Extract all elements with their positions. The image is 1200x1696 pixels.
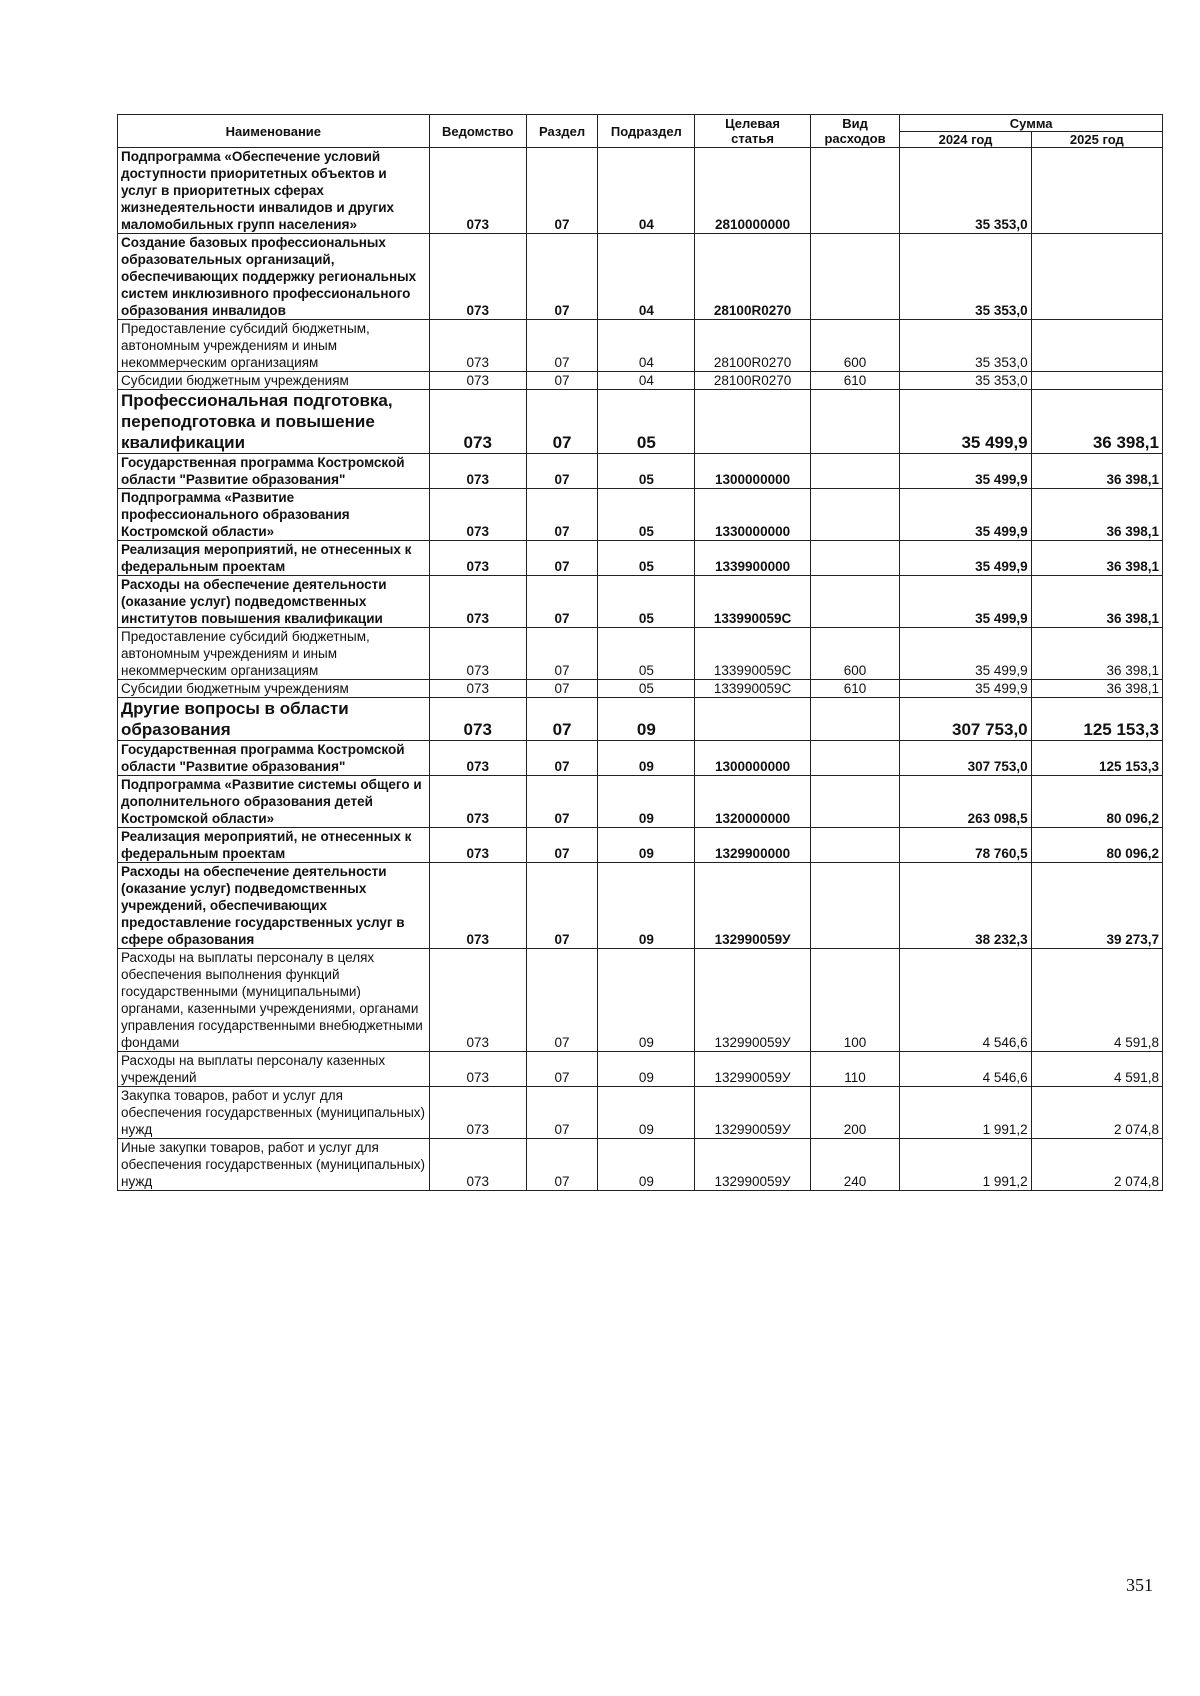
row-subsection-cell: 05 [598, 680, 695, 698]
row-sum-2024-cell: 1 991,2 [900, 1087, 1031, 1139]
table-body [118, 148, 1163, 1191]
row-expense-type-cell: 100 [810, 949, 900, 1052]
row-department-cell: 073 [429, 234, 526, 320]
row-expense-type-cell [810, 541, 900, 576]
row-expense-type-cell [810, 148, 900, 234]
row-subsection-cell: 05 [598, 628, 695, 680]
row-sum-2025-cell: 36 398,1 [1031, 576, 1162, 628]
row-subsection-cell: 09 [598, 741, 695, 776]
row-subsection-cell: 09 [598, 1052, 695, 1087]
row-name-cell: Субсидии бюджетным учреждениям [118, 680, 430, 698]
row-target-cell: 2810000000 [695, 148, 810, 234]
row-subsection-cell: 04 [598, 234, 695, 320]
table-row [118, 741, 1163, 776]
row-expense-type-cell [810, 698, 900, 741]
row-target-cell: 1329900000 [695, 828, 810, 863]
table-header [118, 115, 1163, 148]
row-section-cell: 07 [526, 489, 598, 541]
row-sum-2024-cell: 35 499,9 [900, 576, 1031, 628]
row-target-cell: 1320000000 [695, 776, 810, 828]
row-sum-2025-cell: 125 153,3 [1031, 741, 1162, 776]
header-type-line1: Вид [842, 116, 868, 131]
row-expense-type-cell: 240 [810, 1139, 900, 1191]
row-department-cell: 073 [429, 320, 526, 372]
row-sum-2025-cell: 4 591,8 [1031, 1052, 1162, 1087]
row-expense-type-cell [810, 576, 900, 628]
row-target-cell: 28100R0270 [695, 234, 810, 320]
row-expense-type-cell [810, 489, 900, 541]
row-name-cell: Профессиональная подготовка, переподготовка и повышение квалификации [118, 390, 430, 454]
row-section-cell: 07 [526, 776, 598, 828]
row-sum-2025-cell [1031, 372, 1162, 390]
row-sum-2024-cell: 35 353,0 [900, 148, 1031, 234]
row-section-cell: 07 [526, 828, 598, 863]
table-row [118, 1052, 1163, 1087]
row-name-cell: Подпрограмма «Развитие системы общего и дополнительного образования детей Костромской области» [118, 776, 430, 828]
table-row [118, 680, 1163, 698]
row-subsection-cell: 09 [598, 1139, 695, 1191]
row-subsection-cell: 05 [598, 576, 695, 628]
row-subsection-cell: 09 [598, 863, 695, 949]
row-name-cell: Реализация мероприятий, не отнесенных к федеральным проектам [118, 541, 430, 576]
row-department-cell: 073 [429, 776, 526, 828]
row-target-cell: 132990059У [695, 1052, 810, 1087]
row-expense-type-cell [810, 234, 900, 320]
row-name-cell: Подпрограмма «Развитие профессионального образования Костромской области» [118, 489, 430, 541]
row-target-cell [695, 698, 810, 741]
row-section-cell: 07 [526, 1087, 598, 1139]
row-subsection-cell: 04 [598, 148, 695, 234]
row-sum-2025-cell: 36 398,1 [1031, 390, 1162, 454]
row-section-cell: 07 [526, 680, 598, 698]
row-section-cell: 07 [526, 1139, 598, 1191]
row-name-cell: Государственная программа Костромской области "Развитие образования" [118, 454, 430, 489]
row-section-cell: 07 [526, 541, 598, 576]
row-target-cell: 132990059У [695, 1139, 810, 1191]
row-sum-2025-cell: 4 591,8 [1031, 949, 1162, 1052]
row-target-cell: 132990059У [695, 949, 810, 1052]
row-target-cell: 132990059У [695, 863, 810, 949]
row-name-cell: Расходы на обеспечение деятельности (оказание услуг) подведомственных институтов повышения квалификации [118, 576, 430, 628]
row-section-cell: 07 [526, 320, 598, 372]
row-expense-type-cell [810, 390, 900, 454]
table-row [118, 863, 1163, 949]
table-row [118, 776, 1163, 828]
row-sum-2025-cell [1031, 148, 1162, 234]
row-name-cell: Расходы на выплаты персоналу казенных учреждений [118, 1052, 430, 1087]
row-sum-2025-cell: 80 096,2 [1031, 776, 1162, 828]
table-row [118, 1087, 1163, 1139]
table-row [118, 454, 1163, 489]
row-section-cell: 07 [526, 628, 598, 680]
table-row [118, 828, 1163, 863]
row-subsection-cell: 09 [598, 949, 695, 1052]
row-name-cell: Расходы на выплаты персоналу в целях обеспечения выполнения функций государственными (муниципальными) органами, казенными учреждениями, органами управления государственными внебюджетными фондами [118, 949, 430, 1052]
row-expense-type-cell: 110 [810, 1052, 900, 1087]
row-subsection-cell: 04 [598, 372, 695, 390]
row-expense-type-cell [810, 454, 900, 489]
row-department-cell: 073 [429, 949, 526, 1052]
row-sum-2024-cell: 38 232,3 [900, 863, 1031, 949]
row-department-cell: 073 [429, 489, 526, 541]
row-sum-2024-cell: 35 499,9 [900, 628, 1031, 680]
row-subsection-cell: 09 [598, 828, 695, 863]
row-expense-type-cell: 610 [810, 680, 900, 698]
row-department-cell: 073 [429, 1087, 526, 1139]
table-row [118, 949, 1163, 1052]
row-target-cell: 133990059С [695, 576, 810, 628]
header-subsection: Подраздел [598, 115, 695, 148]
row-name-cell: Другие вопросы в области образования [118, 698, 430, 741]
row-sum-2024-cell: 4 546,6 [900, 949, 1031, 1052]
row-department-cell: 073 [429, 698, 526, 741]
header-target-line2: статья [731, 131, 774, 146]
row-name-cell: Предоставление субсидий бюджетным, автономным учреждениям и иным некоммерческим организациям [118, 628, 430, 680]
row-expense-type-cell [810, 828, 900, 863]
row-expense-type-cell: 600 [810, 320, 900, 372]
row-sum-2025-cell: 80 096,2 [1031, 828, 1162, 863]
row-expense-type-cell [810, 741, 900, 776]
table-row [118, 576, 1163, 628]
row-sum-2024-cell: 263 098,5 [900, 776, 1031, 828]
row-sum-2024-cell: 35 353,0 [900, 372, 1031, 390]
row-subsection-cell: 05 [598, 489, 695, 541]
header-expense-type [810, 115, 900, 148]
table-row [118, 1139, 1163, 1191]
table-row [118, 372, 1163, 390]
row-target-cell: 132990059У [695, 1087, 810, 1139]
row-subsection-cell: 09 [598, 698, 695, 741]
row-target-cell [695, 390, 810, 454]
row-name-cell: Реализация мероприятий, не отнесенных к федеральным проектам [118, 828, 430, 863]
header-name: Наименование [118, 115, 430, 148]
row-name-cell: Субсидии бюджетным учреждениям [118, 372, 430, 390]
row-target-cell: 1300000000 [695, 454, 810, 489]
table-row [118, 698, 1163, 741]
row-sum-2025-cell: 2 074,8 [1031, 1139, 1162, 1191]
row-target-cell: 28100R0270 [695, 320, 810, 372]
row-target-cell: 1300000000 [695, 741, 810, 776]
header-type-line2: расходов [824, 131, 886, 146]
row-department-cell: 073 [429, 741, 526, 776]
row-section-cell: 07 [526, 148, 598, 234]
header-year-2024: 2024 год [900, 132, 1031, 148]
header-year-2025: 2025 год [1031, 132, 1162, 148]
budget-sheet [117, 114, 1163, 1191]
table-row [118, 320, 1163, 372]
table-row [118, 390, 1163, 454]
header-department: Ведомство [429, 115, 526, 148]
row-subsection-cell: 05 [598, 390, 695, 454]
row-department-cell: 073 [429, 148, 526, 234]
row-sum-2025-cell [1031, 320, 1162, 372]
row-section-cell: 07 [526, 372, 598, 390]
row-sum-2024-cell: 35 353,0 [900, 320, 1031, 372]
row-sum-2024-cell: 307 753,0 [900, 698, 1031, 741]
row-sum-2025-cell: 36 398,1 [1031, 628, 1162, 680]
row-name-cell: Подпрограмма «Обеспечение условий доступности приоритетных объектов и услуг в приоритетных сферах жизнедеятельности инвалидов и других маломобильных групп населения» [118, 148, 430, 234]
row-department-cell: 073 [429, 863, 526, 949]
row-sum-2024-cell: 4 546,6 [900, 1052, 1031, 1087]
row-sum-2024-cell: 35 499,9 [900, 454, 1031, 489]
row-section-cell: 07 [526, 741, 598, 776]
row-sum-2025-cell: 125 153,3 [1031, 698, 1162, 741]
row-section-cell: 07 [526, 698, 598, 741]
row-section-cell: 07 [526, 863, 598, 949]
row-department-cell: 073 [429, 628, 526, 680]
row-subsection-cell: 05 [598, 454, 695, 489]
row-department-cell: 073 [429, 541, 526, 576]
row-target-cell: 1339900000 [695, 541, 810, 576]
header-sum: Сумма [900, 115, 1163, 132]
row-section-cell: 07 [526, 576, 598, 628]
row-sum-2025-cell: 36 398,1 [1031, 541, 1162, 576]
row-section-cell: 07 [526, 234, 598, 320]
table-row [118, 234, 1163, 320]
row-department-cell: 073 [429, 680, 526, 698]
row-department-cell: 073 [429, 828, 526, 863]
row-sum-2025-cell [1031, 234, 1162, 320]
row-expense-type-cell: 610 [810, 372, 900, 390]
table-row [118, 148, 1163, 234]
row-sum-2025-cell: 36 398,1 [1031, 489, 1162, 541]
row-sum-2024-cell: 35 499,9 [900, 541, 1031, 576]
row-subsection-cell: 04 [598, 320, 695, 372]
row-subsection-cell: 05 [598, 541, 695, 576]
row-name-cell: Иные закупки товаров, работ и услуг для обеспечения государственных (муниципальных) нужд [118, 1139, 430, 1191]
row-target-cell: 1330000000 [695, 489, 810, 541]
page-number: 351 [1126, 1575, 1153, 1595]
row-department-cell: 073 [429, 576, 526, 628]
row-name-cell: Закупка товаров, работ и услуг для обеспечения государственных (муниципальных) нужд [118, 1087, 430, 1139]
row-sum-2025-cell: 36 398,1 [1031, 454, 1162, 489]
row-department-cell: 073 [429, 454, 526, 489]
row-section-cell: 07 [526, 390, 598, 454]
table-row [118, 541, 1163, 576]
row-expense-type-cell [810, 776, 900, 828]
row-section-cell: 07 [526, 1052, 598, 1087]
row-sum-2024-cell: 35 353,0 [900, 234, 1031, 320]
row-section-cell: 07 [526, 949, 598, 1052]
table-row [118, 628, 1163, 680]
row-department-cell: 073 [429, 1052, 526, 1087]
row-department-cell: 073 [429, 1139, 526, 1191]
row-subsection-cell: 09 [598, 776, 695, 828]
row-target-cell: 133990059С [695, 628, 810, 680]
row-name-cell: Предоставление субсидий бюджетным, автономным учреждениям и иным некоммерческим организациям [118, 320, 430, 372]
row-sum-2024-cell: 307 753,0 [900, 741, 1031, 776]
header-target-article [695, 115, 810, 148]
row-name-cell: Создание базовых профессиональных образовательных организаций, обеспечивающих поддержку региональных систем инклюзивного профессионального образования инвалидов [118, 234, 430, 320]
row-department-cell: 073 [429, 390, 526, 454]
row-sum-2024-cell: 35 499,9 [900, 489, 1031, 541]
row-sum-2025-cell: 36 398,1 [1031, 680, 1162, 698]
row-sum-2025-cell: 39 273,7 [1031, 863, 1162, 949]
header-target-line1: Целевая [725, 116, 780, 131]
row-sum-2024-cell: 35 499,9 [900, 680, 1031, 698]
row-sum-2024-cell: 35 499,9 [900, 390, 1031, 454]
row-sum-2025-cell: 2 074,8 [1031, 1087, 1162, 1139]
row-expense-type-cell: 200 [810, 1087, 900, 1139]
budget-table [117, 114, 1163, 1191]
row-name-cell: Расходы на обеспечение деятельности (оказание услуг) подведомственных учреждений, обеспечивающих предоставление государственных услуг в сфере образования [118, 863, 430, 949]
row-section-cell: 07 [526, 454, 598, 489]
table-row [118, 489, 1163, 541]
row-sum-2024-cell: 1 991,2 [900, 1139, 1031, 1191]
row-target-cell: 133990059С [695, 680, 810, 698]
row-expense-type-cell: 600 [810, 628, 900, 680]
header-section: Раздел [526, 115, 598, 148]
row-sum-2024-cell: 78 760,5 [900, 828, 1031, 863]
row-target-cell: 28100R0270 [695, 372, 810, 390]
row-department-cell: 073 [429, 372, 526, 390]
row-expense-type-cell [810, 863, 900, 949]
row-subsection-cell: 09 [598, 1087, 695, 1139]
row-name-cell: Государственная программа Костромской области "Развитие образования" [118, 741, 430, 776]
